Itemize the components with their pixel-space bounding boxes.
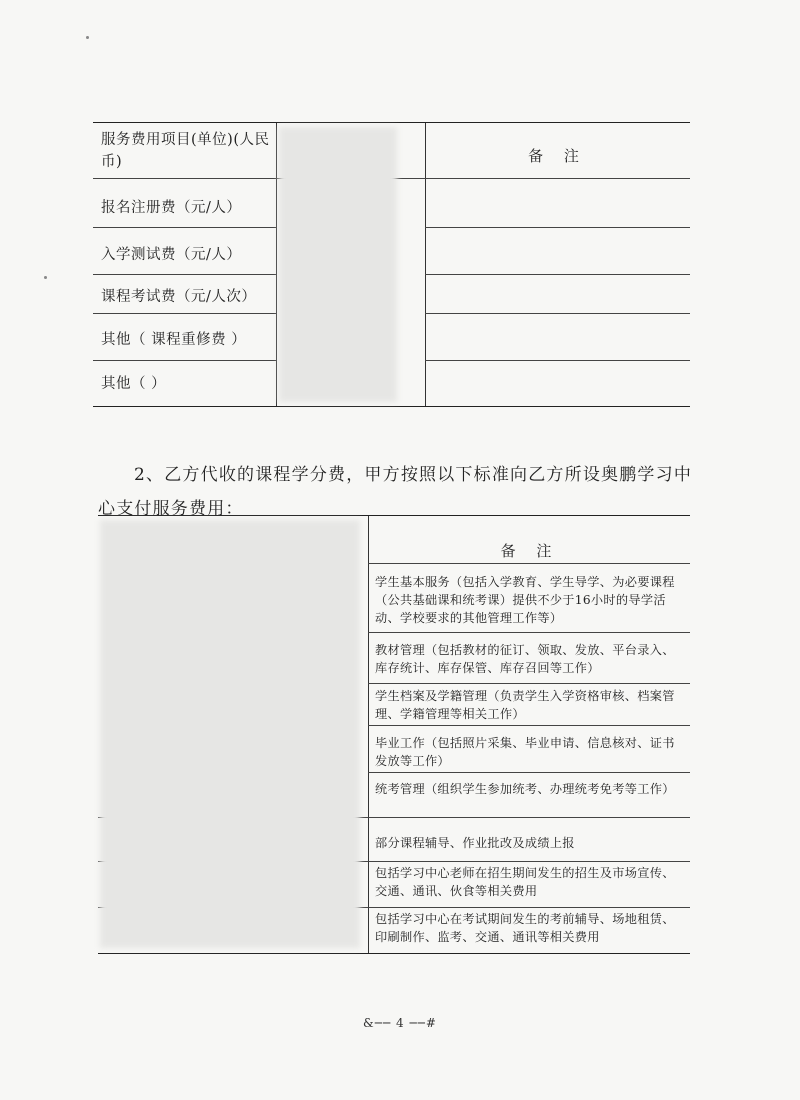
row-label-course-exam: 课程考试费（元/人次）	[101, 289, 257, 305]
row-label-other-retake: 其他（ 课程重修费 ）	[101, 332, 247, 348]
row-divider	[425, 274, 690, 275]
row-divider	[93, 227, 276, 228]
service-fee-table	[93, 122, 690, 407]
row-divider	[93, 274, 276, 275]
redacted-amount-column	[279, 127, 397, 402]
row-divider	[425, 313, 690, 314]
note-archive-management: 学生档案及学籍管理（负责学生入学资格审核、档案管理、学籍管理等相关工作）	[375, 689, 675, 721]
column-divider	[276, 123, 277, 406]
note-course-tutoring: 部分课程辅导、作业批改及成绩上报	[375, 836, 575, 850]
row-divider	[425, 360, 690, 361]
row-divider	[368, 632, 690, 633]
row-divider	[93, 360, 276, 361]
redacted-fee-columns	[100, 520, 360, 948]
row-label-other: 其他（ ）	[101, 376, 167, 392]
page-number: &── 4 ──#	[363, 1016, 437, 1030]
note-graduation-work: 毕业工作（包括照片采集、毕业申请、信息核对、证书发放等工作）	[375, 736, 675, 768]
scan-speck	[44, 276, 47, 279]
row-divider	[368, 725, 690, 726]
clause-text: 2、乙方代收的课程学分费，甲方按照以下标准向乙方所设奥鹏学习中心支付服务费用：	[98, 465, 693, 519]
header-item-label: 服务费用项目(单位)(人民币)	[101, 132, 270, 170]
header-remark-label: 备 注	[528, 147, 587, 165]
course-credit-fee-table	[98, 515, 690, 954]
note-unified-exam: 统考管理（组织学生参加统考、办理统考免考等工作）	[375, 782, 675, 796]
row-divider	[425, 227, 690, 228]
row-divider	[368, 563, 690, 564]
note-basic-service: 学生基本服务（包括入学教育、学生导学、为必要课程（公共基础课和统考课）提供不少于16小时的导学活动、学校要求的其他管理工作等）	[375, 575, 675, 625]
row-divider	[93, 313, 276, 314]
note-exam-costs: 包括学习中心在考试期间发生的考前辅导、场地租赁、印刷制作、监考、交通、通讯等相关费用	[375, 912, 675, 944]
note-textbook-management: 教材管理（包括教材的征订、领取、发放、平台录入、库存统计、库存保管、库存召回等工作）	[375, 643, 675, 675]
row-label-entrance-test: 入学测试费（元/人）	[101, 247, 242, 263]
note-enrollment-costs: 包括学习中心老师在招生期间发生的招生及市场宣传、交通、通讯、伙食等相关费用	[375, 866, 675, 898]
row-label-registration: 报名注册费（元/人）	[101, 200, 242, 216]
scan-speck	[86, 36, 89, 39]
header-remark-label: 备 注	[500, 542, 560, 560]
row-divider	[368, 683, 690, 684]
row-divider	[368, 772, 690, 773]
column-divider	[368, 516, 369, 953]
